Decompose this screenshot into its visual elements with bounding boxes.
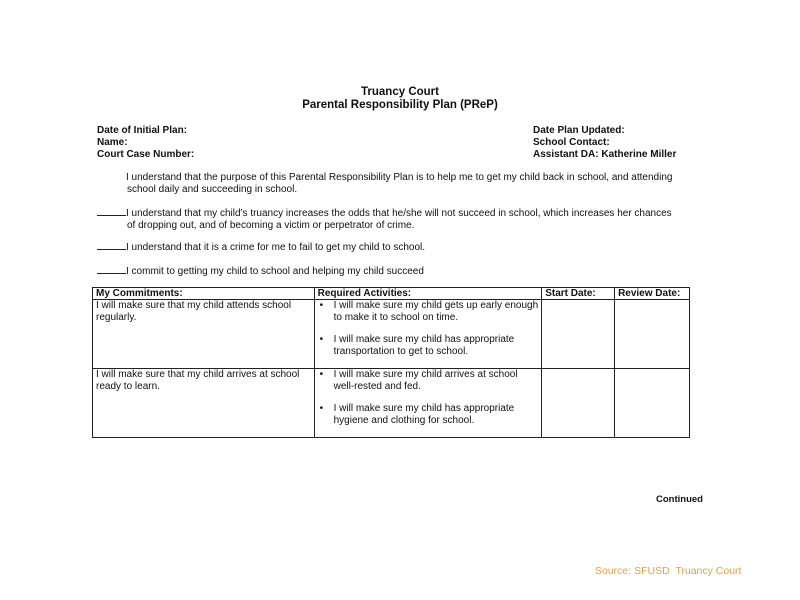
activity-item: • I will make sure my child has appropriate hygiene and clothing for school.	[334, 403, 539, 427]
statement-continuation: of dropping out, and of becoming a victim or perpetrator of crime.	[127, 220, 415, 231]
statement-text: I understand that my child’s truancy increases the odds that he/she will not succeed in school, which increases her chances	[126, 208, 672, 219]
table-row	[93, 300, 690, 369]
school-contact-label: School Contact:	[533, 137, 610, 148]
date-plan-updated-label: Date Plan Updated:	[533, 125, 625, 136]
header-start-date: Start Date:	[542, 288, 615, 300]
meta-right-fields	[533, 125, 676, 161]
statement-commit	[97, 264, 737, 278]
header-review-date: Review Date:	[615, 288, 690, 300]
commitment-cell: I will make sure that my child attends school regularly.	[93, 300, 315, 369]
document-title: Truancy Court	[361, 86, 439, 98]
commitment-cell: I will make sure that my child arrives at school ready to learn.	[93, 369, 315, 438]
document-subtitle: Parental Responsibility Plan (PReP)	[302, 99, 498, 111]
statement-crime	[97, 240, 737, 254]
name-label: Name:	[97, 137, 128, 148]
activity-item: • I will make sure my child arrives at school well-rested and fed.	[334, 369, 539, 393]
activity-item: • I will make sure my child gets up early enough to make it to school on time.	[334, 300, 539, 324]
statement-continuation: school daily and succeeding in school.	[127, 184, 298, 195]
initial-blank	[97, 240, 126, 250]
court-case-number-label: Court Case Number:	[97, 149, 195, 160]
date-initial-plan-label: Date of Initial Plan:	[97, 125, 188, 136]
table-header-row	[93, 288, 690, 300]
activity-item: • I will make sure my child has appropriate transportation to get to school.	[334, 334, 539, 358]
statement-text: I understand that the purpose of this Parental Responsibility Plan is to help me to get my child back in school, and attending	[126, 172, 673, 183]
activities-cell	[314, 369, 542, 438]
start-date-cell	[542, 369, 615, 438]
statement-purpose	[97, 172, 737, 196]
start-date-cell	[542, 300, 615, 369]
meta-left-fields	[97, 125, 194, 161]
assistant-da-label: Assistant DA: Katherine Miller	[533, 149, 677, 160]
review-date-cell	[615, 300, 690, 369]
review-date-cell	[615, 369, 690, 438]
initial-blank	[97, 206, 126, 216]
header-my-commitments: My Commitments:	[93, 288, 315, 300]
table-row	[93, 369, 690, 438]
statement-text: I commit to getting my child to school and helping my child succeed	[126, 266, 424, 277]
activity-list	[318, 300, 539, 358]
statement-text: I understand that it is a crime for me to fail to get my child to school.	[126, 242, 426, 253]
activity-list	[318, 369, 539, 427]
initial-blank	[97, 264, 126, 274]
source-caption: Source: SFUSD Truancy Court	[595, 565, 742, 577]
activities-cell	[314, 300, 542, 369]
document-header	[0, 86, 800, 112]
continued-label: Continued	[656, 494, 703, 505]
header-required-activities: Required Activities:	[314, 288, 542, 300]
commitments-table	[92, 287, 690, 438]
statement-truancy-odds	[97, 206, 737, 232]
